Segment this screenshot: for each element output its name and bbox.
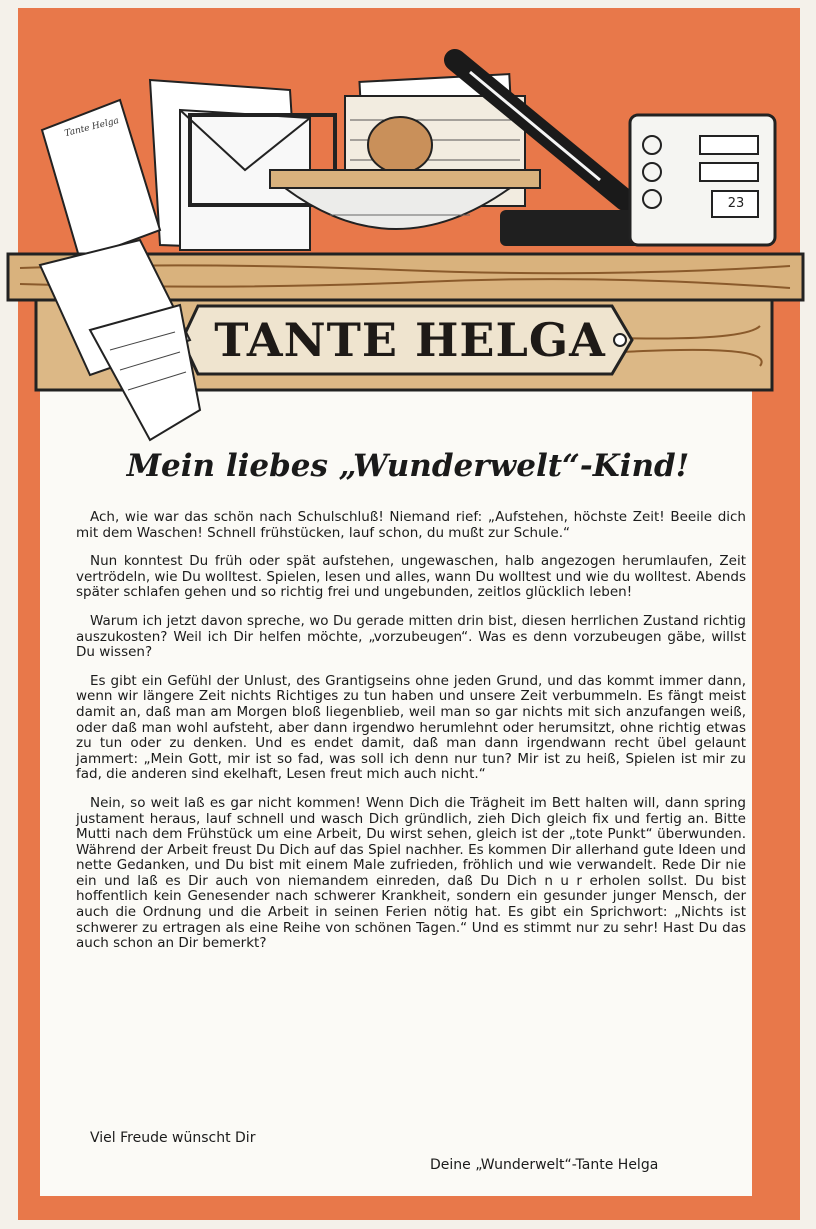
paragraph-2: Nun konntest Du früh oder spät aufstehen, ungewaschen, halb angezogen herumlaufen, Zeit vertrödeln, wie Du wolltest. Spielen, lesen und alles, wann Du wolltest und wie du wolltest. Abends später schlafen gehen und so richtig frei und ungebunden, zeitlos glücklich leben! — [76, 553, 746, 601]
paragraph-5: Nein, so weit laß es gar nicht kommen! Wenn Dich die Trägheit im Bett halten will, dann spring justament heraus, lauf schnell und wasch Dich gründlich, zieh Dich gleich fix und fertig an. Bitte Mutti nach dem Frühstück um eine Arbeit, Du wirst sehen, gleich ist der „tote Punkt“ überwunden. Während der Arbeit freust Du Dich auf das Spiel nachher. Es kommen Dir allerhand gute Ideen und nette Gedanken, und Du bist mit einem Male zufrieden, fröhlich und wie verwandelt. Rede Dir nie ein und laß es Dir auch von niemandem einreden, daß Du Dich n u r erholen sollst. Du bist hoffentlich kein Genesender nach schwerer Krankheit, sondern ein gesunder junger Mensch, der auch die Ordnung und die Arbeit in seinen Ferien nötig hat. Es gibt ein Sprichwort: „Nichts ist schwerer zu ertragen als eine Reihe von schönen Tagen.“ Und es stimmt nur zu sehr! Hast Du das auch schon an Dir bemerkt? — [76, 794, 746, 952]
letter-body — [76, 510, 746, 965]
paragraph-1: Ach, wie war das schön nach Schulschluß! Niemand rief: „Aufstehen, höchste Zeit! Beeile dich mit dem Waschen! Schnell frühstücken, lauf schon, du mußt zur Schule.“ — [76, 509, 746, 541]
calendar-day-number: 23 — [727, 196, 745, 211]
tante-helga-sign: TANTE HELGA — [214, 313, 606, 367]
desk-calendar-icon — [630, 115, 775, 245]
greeting-heading: Mein liebes „Wunderwelt“-Kind! — [126, 448, 690, 484]
paragraph-4: Es gibt ein Gefühl der Unlust, des Grantigseins ohne jeden Grund, und das kommt immer dann, wenn wir längere Zeit nichts Richtiges zu tun haben und unsere Zeit verbummeln. Es fängt meist damit an, daß man am Morgen bloß liegenblieb, weil man so gar nichts mit sich anzufangen weiß, oder daß man wohl aufsteht, aber dann irgendwo herumlehnt oder herumsitzt, ohne richtig etwas zu tun oder zu denken. Und es endet damit, daß man dann irgendwann recht übel gelaunt jammert: „Mein Gott, mir ist so fad, was soll ich denn nur tun? Mir ist zu heiß, Spielen ist mir zu fad, die anderen sind ekelhaft, Lesen freut mich auch nicht.“ — [76, 672, 746, 783]
letter-scrawl: Tante Helga — [63, 115, 120, 140]
signature: Deine „Wunderwelt“-Tante Helga — [430, 1157, 659, 1173]
closing-line: Viel Freude wünscht Dir — [90, 1130, 256, 1146]
paragraph-3: Warum ich jetzt davon spreche, wo Du gerade mitten drin bist, diesen herrlichen Zustand richtig auszukosten? Weil ich Dir helfen möchte, „vorzubeugen“. Was es denn vorzubeugen gäbe, willst Du wissen? — [76, 612, 746, 661]
desk-shelf-illustration — [0, 0, 816, 450]
